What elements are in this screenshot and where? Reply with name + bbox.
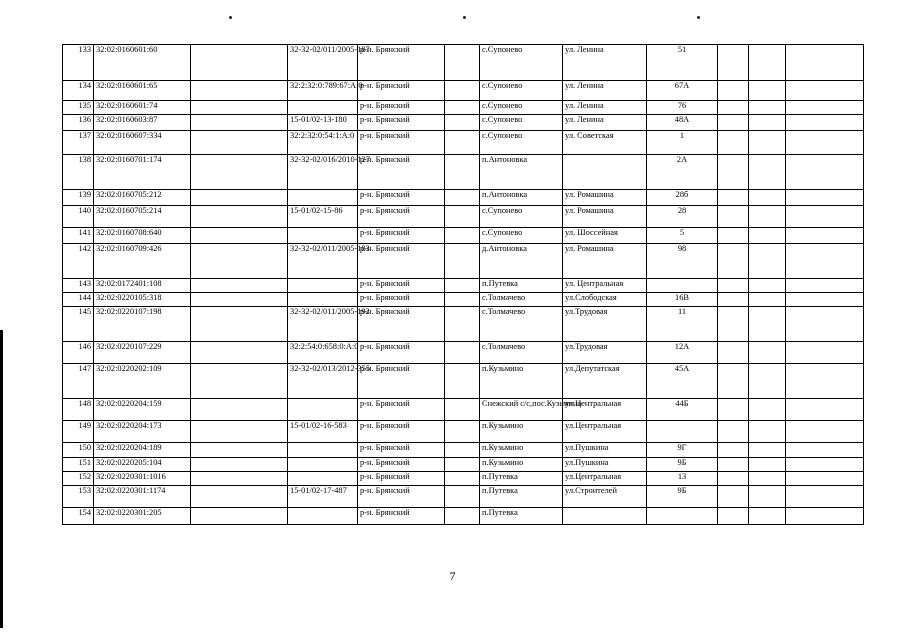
street-cell: ул.Слободская — [563, 293, 647, 307]
street-cell — [563, 508, 647, 525]
table-row — [63, 458, 864, 472]
house-number-cell: 98 — [647, 244, 718, 279]
house-number-cell: 13 — [647, 472, 718, 486]
house-number-cell: 9Б — [647, 486, 718, 508]
registration-number-cell: 32:2:32:0:54:1:A:0 — [288, 131, 358, 155]
row-number-cell: 143 — [63, 279, 94, 293]
blank-cell — [191, 399, 288, 421]
house-number-cell: 67А — [647, 81, 718, 101]
row-number-cell: 153 — [63, 486, 94, 508]
row-number-cell: 135 — [63, 101, 94, 115]
table-row — [63, 206, 864, 228]
street-cell: ул. Центральная — [563, 279, 647, 293]
registration-number-cell — [288, 399, 358, 421]
table-row — [63, 364, 864, 399]
blank-cell — [786, 206, 864, 228]
blank-cell — [191, 342, 288, 364]
blank-cell — [191, 244, 288, 279]
street-cell: ул.Депутатская — [563, 364, 647, 399]
blank-cell — [718, 155, 749, 190]
blank-cell — [445, 131, 480, 155]
row-number-cell: 154 — [63, 508, 94, 525]
district-cell: р-н. Брянский — [358, 421, 445, 443]
blank-cell — [445, 244, 480, 279]
blank-cell — [786, 508, 864, 525]
scan-dot — [229, 16, 232, 19]
registration-number-cell — [288, 472, 358, 486]
row-number-cell: 152 — [63, 472, 94, 486]
blank-cell — [191, 486, 288, 508]
blank-cell — [749, 244, 786, 279]
table-row — [63, 190, 864, 206]
blank-cell — [786, 115, 864, 131]
locality-cell: с.Толмачево — [480, 293, 563, 307]
cadastral-number-cell: 32:02:0220204:159 — [94, 399, 191, 421]
locality-cell: п.Кузьмино — [480, 364, 563, 399]
blank-cell — [718, 342, 749, 364]
row-number-cell: 146 — [63, 342, 94, 364]
table-row — [63, 293, 864, 307]
cadastral-number-cell: 32:02:0160705:212 — [94, 190, 191, 206]
row-number-cell: 141 — [63, 228, 94, 244]
blank-cell — [445, 486, 480, 508]
district-cell: р-н. Брянский — [358, 458, 445, 472]
blank-cell — [191, 115, 288, 131]
blank-cell — [191, 508, 288, 525]
blank-cell — [749, 206, 786, 228]
blank-cell — [749, 486, 786, 508]
locality-cell: п.Путевка — [480, 486, 563, 508]
blank-cell — [786, 81, 864, 101]
district-cell: р-н. Брянский — [358, 443, 445, 458]
blank-cell — [445, 155, 480, 190]
street-cell: ул.Центральная — [563, 399, 647, 421]
registration-number-cell — [288, 190, 358, 206]
blank-cell — [749, 81, 786, 101]
registration-number-cell: 32-32-02/016/2010-127 — [288, 155, 358, 190]
blank-cell — [786, 421, 864, 443]
blank-cell — [445, 458, 480, 472]
row-number-cell: 136 — [63, 115, 94, 131]
cadastral-number-cell: 32:02:0160701:174 — [94, 155, 191, 190]
street-cell: ул. Ленина — [563, 101, 647, 115]
registration-number-cell — [288, 508, 358, 525]
blank-cell — [718, 486, 749, 508]
table-row — [63, 115, 864, 131]
street-cell: ул. Шоссейная — [563, 228, 647, 244]
blank-cell — [718, 472, 749, 486]
district-cell: р-н. Брянский — [358, 45, 445, 81]
cadastral-number-cell: 32:02:0220205:104 — [94, 458, 191, 472]
locality-cell: п.Путевка — [480, 472, 563, 486]
blank-cell — [786, 458, 864, 472]
locality-cell: с.Толмачево — [480, 307, 563, 342]
blank-cell — [786, 131, 864, 155]
blank-cell — [445, 279, 480, 293]
blank-cell — [718, 45, 749, 81]
blank-cell — [749, 155, 786, 190]
blank-cell — [445, 307, 480, 342]
house-number-cell: 45А — [647, 364, 718, 399]
cadastral-number-cell: 32:02:0160709:426 — [94, 244, 191, 279]
cadastral-number-cell: 32:02:0160601:60 — [94, 45, 191, 81]
registration-number-cell: 15-01/02-13-180 — [288, 115, 358, 131]
district-cell: р-н. Брянский — [358, 115, 445, 131]
table-row — [63, 45, 864, 81]
district-cell: р-н. Брянский — [358, 486, 445, 508]
blank-cell — [445, 190, 480, 206]
blank-cell — [718, 458, 749, 472]
blank-cell — [445, 443, 480, 458]
blank-cell — [718, 399, 749, 421]
blank-cell — [718, 81, 749, 101]
locality-cell: с.Толмачево — [480, 342, 563, 364]
cadastral-number-cell: 32:02:0160601:74 — [94, 101, 191, 115]
blank-cell — [749, 101, 786, 115]
blank-cell — [191, 101, 288, 115]
locality-cell: с.Супонево — [480, 206, 563, 228]
row-number-cell: 151 — [63, 458, 94, 472]
locality-cell: п.Путевка — [480, 508, 563, 525]
house-number-cell — [647, 279, 718, 293]
blank-cell — [191, 307, 288, 342]
registration-number-cell: 32-32-02/011/2005-192 — [288, 307, 358, 342]
row-number-cell: 148 — [63, 399, 94, 421]
blank-cell — [749, 131, 786, 155]
cadastral-number-cell: 32:02:0160601:65 — [94, 81, 191, 101]
house-number-cell: 12А — [647, 342, 718, 364]
blank-cell — [191, 421, 288, 443]
blank-cell — [445, 101, 480, 115]
blank-cell — [718, 115, 749, 131]
registration-number-cell — [288, 279, 358, 293]
locality-cell: п.Антоновка — [480, 190, 563, 206]
registration-number-cell: 32:2:32:0:789:67:A:0 — [288, 81, 358, 101]
locality-cell: п.Путевка — [480, 279, 563, 293]
blank-cell — [445, 472, 480, 486]
row-number-cell: 139 — [63, 190, 94, 206]
locality-cell: п.Кузьмино — [480, 421, 563, 443]
row-number-cell: 149 — [63, 421, 94, 443]
street-cell: ул. Ленина — [563, 115, 647, 131]
blank-cell — [191, 228, 288, 244]
row-number-cell: 150 — [63, 443, 94, 458]
district-cell: р-н. Брянский — [358, 399, 445, 421]
blank-cell — [718, 307, 749, 342]
blank-cell — [718, 293, 749, 307]
table-row — [63, 421, 864, 443]
blank-cell — [445, 293, 480, 307]
blank-cell — [191, 293, 288, 307]
blank-cell — [718, 190, 749, 206]
blank-cell — [445, 115, 480, 131]
row-number-cell: 138 — [63, 155, 94, 190]
registration-number-cell — [288, 293, 358, 307]
blank-cell — [718, 244, 749, 279]
district-cell: р-н. Брянский — [358, 131, 445, 155]
cadastral-number-cell: 32:02:0220107:229 — [94, 342, 191, 364]
cadastral-number-cell: 32:02:0220202:109 — [94, 364, 191, 399]
district-cell: р-н. Брянский — [358, 472, 445, 486]
house-number-cell — [647, 421, 718, 443]
house-number-cell: 44Б — [647, 399, 718, 421]
street-cell — [563, 155, 647, 190]
house-number-cell: 28 — [647, 206, 718, 228]
blank-cell — [786, 155, 864, 190]
table-row — [63, 508, 864, 525]
table-row — [63, 399, 864, 421]
blank-cell — [445, 45, 480, 81]
blank-cell — [718, 228, 749, 244]
locality-cell: с.Супонево — [480, 131, 563, 155]
street-cell: ул. Ленина — [563, 45, 647, 81]
blank-cell — [749, 458, 786, 472]
district-cell: р-н. Брянский — [358, 508, 445, 525]
registration-number-cell: 15-01/02-17-487 — [288, 486, 358, 508]
locality-cell: с.Супонево — [480, 45, 563, 81]
locality-cell: п.Кузьмино — [480, 458, 563, 472]
blank-cell — [445, 399, 480, 421]
row-number-cell: 133 — [63, 45, 94, 81]
blank-cell — [786, 244, 864, 279]
blank-cell — [191, 279, 288, 293]
house-number-cell: 76 — [647, 101, 718, 115]
blank-cell — [749, 508, 786, 525]
district-cell: р-н. Брянский — [358, 81, 445, 101]
cadastral-number-cell: 32:02:0220107:198 — [94, 307, 191, 342]
locality-cell: с.Супонево — [480, 101, 563, 115]
page-number: 7 — [449, 569, 456, 583]
scan-dot — [463, 16, 466, 19]
table-row — [63, 472, 864, 486]
blank-cell — [749, 115, 786, 131]
blank-cell — [191, 458, 288, 472]
house-number-cell: 48А — [647, 115, 718, 131]
blank-cell — [749, 279, 786, 293]
house-number-cell: 11 — [647, 307, 718, 342]
blank-cell — [191, 45, 288, 81]
blank-cell — [718, 279, 749, 293]
district-cell: р-н. Брянский — [358, 279, 445, 293]
house-number-cell: 5 — [647, 228, 718, 244]
blank-cell — [718, 421, 749, 443]
blank-cell — [749, 293, 786, 307]
blank-cell — [718, 364, 749, 399]
property-register-table — [62, 44, 864, 525]
blank-cell — [191, 131, 288, 155]
district-cell: р-н. Брянский — [358, 364, 445, 399]
row-number-cell: 147 — [63, 364, 94, 399]
district-cell: р-н. Брянский — [358, 293, 445, 307]
registration-number-cell: 32-32-02/011/2005-187 — [288, 45, 358, 81]
blank-cell — [749, 190, 786, 206]
blank-cell — [786, 486, 864, 508]
street-cell: ул.Центральная — [563, 472, 647, 486]
cadastral-number-cell: 32:02:0160705:214 — [94, 206, 191, 228]
blank-cell — [749, 443, 786, 458]
blank-cell — [191, 155, 288, 190]
registration-number-cell: 32-32-02/013/2012-355 — [288, 364, 358, 399]
table-row — [63, 307, 864, 342]
table-row — [63, 244, 864, 279]
district-cell: р-н. Брянский — [358, 307, 445, 342]
blank-cell — [749, 472, 786, 486]
blank-cell — [786, 190, 864, 206]
street-cell: ул. Ромашина — [563, 190, 647, 206]
blank-cell — [191, 443, 288, 458]
blank-cell — [749, 228, 786, 244]
locality-cell: д.Антоновка — [480, 244, 563, 279]
registration-number-cell: 32:2:54:0:658:0:A:0 — [288, 342, 358, 364]
blank-cell — [749, 399, 786, 421]
district-cell: р-н. Брянский — [358, 101, 445, 115]
blank-cell — [749, 364, 786, 399]
registration-number-cell — [288, 458, 358, 472]
house-number-cell: 28б — [647, 190, 718, 206]
blank-cell — [445, 421, 480, 443]
cadastral-number-cell: 32:02:0172401:108 — [94, 279, 191, 293]
cadastral-number-cell: 32:02:0160607:334 — [94, 131, 191, 155]
district-cell: р-н. Брянский — [358, 342, 445, 364]
district-cell: р-н. Брянский — [358, 190, 445, 206]
blank-cell — [718, 101, 749, 115]
house-number-cell: 16В — [647, 293, 718, 307]
table-row — [63, 342, 864, 364]
registration-number-cell: 32-32-02/011/2005-183 — [288, 244, 358, 279]
blank-cell — [786, 45, 864, 81]
table-row — [63, 228, 864, 244]
house-number-cell: 9Г — [647, 443, 718, 458]
blank-cell — [191, 364, 288, 399]
district-cell: р-н. Брянский — [358, 155, 445, 190]
blank-cell — [786, 472, 864, 486]
blank-cell — [445, 228, 480, 244]
street-cell: ул.Трудовая — [563, 307, 647, 342]
table-row — [63, 131, 864, 155]
blank-cell — [718, 443, 749, 458]
house-number-cell — [647, 508, 718, 525]
blank-cell — [786, 279, 864, 293]
row-number-cell: 142 — [63, 244, 94, 279]
blank-cell — [786, 307, 864, 342]
locality-cell: с.Супонево — [480, 228, 563, 244]
blank-cell — [786, 443, 864, 458]
cadastral-number-cell: 32:02:0160708:640 — [94, 228, 191, 244]
registration-number-cell: 15-01/02-16-583 — [288, 421, 358, 443]
blank-cell — [191, 190, 288, 206]
row-number-cell: 144 — [63, 293, 94, 307]
cadastral-number-cell: 32:02:0220301:1016 — [94, 472, 191, 486]
blank-cell — [191, 206, 288, 228]
table-row — [63, 155, 864, 190]
house-number-cell: 9Б — [647, 458, 718, 472]
street-cell: ул.Пушкина — [563, 443, 647, 458]
blank-cell — [445, 342, 480, 364]
table-row — [63, 81, 864, 101]
table-row — [63, 443, 864, 458]
district-cell: р-н. Брянский — [358, 244, 445, 279]
street-cell: ул. Ленина — [563, 81, 647, 101]
house-number-cell: 2А — [647, 155, 718, 190]
street-cell: ул. Ромашина — [563, 244, 647, 279]
cadastral-number-cell: 32:02:0220204:173 — [94, 421, 191, 443]
blank-cell — [749, 45, 786, 81]
table-row — [63, 279, 864, 293]
street-cell: ул.Центральная — [563, 421, 647, 443]
locality-cell: п.Антоновка — [480, 155, 563, 190]
blank-cell — [786, 293, 864, 307]
blank-cell — [718, 206, 749, 228]
street-cell: ул. Ромашина — [563, 206, 647, 228]
blank-cell — [786, 399, 864, 421]
scan-dot — [697, 16, 700, 19]
locality-cell: с.Супонево — [480, 115, 563, 131]
cadastral-number-cell: 32:02:0160603:87 — [94, 115, 191, 131]
row-number-cell: 145 — [63, 307, 94, 342]
blank-cell — [749, 421, 786, 443]
blank-cell — [445, 206, 480, 228]
locality-cell: Снежский с/с,пос.Кузьмино — [480, 399, 563, 421]
blank-cell — [191, 472, 288, 486]
cadastral-number-cell: 32:02:0220105:318 — [94, 293, 191, 307]
registration-number-cell — [288, 443, 358, 458]
street-cell: ул.Пушкина — [563, 458, 647, 472]
registration-number-cell — [288, 228, 358, 244]
blank-cell — [191, 81, 288, 101]
registration-number-cell — [288, 101, 358, 115]
street-cell: ул. Советская — [563, 131, 647, 155]
blank-cell — [786, 101, 864, 115]
district-cell: р-н. Брянский — [358, 206, 445, 228]
cadastral-number-cell: 32:02:0220301:1174 — [94, 486, 191, 508]
cadastral-number-cell: 32:02:0220204:189 — [94, 443, 191, 458]
house-number-cell: 1 — [647, 131, 718, 155]
locality-cell: с.Супонево — [480, 81, 563, 101]
blank-cell — [749, 307, 786, 342]
street-cell: ул.Строителей — [563, 486, 647, 508]
blank-cell — [445, 508, 480, 525]
cadastral-number-cell: 32:02:0220301:205 — [94, 508, 191, 525]
blank-cell — [786, 342, 864, 364]
blank-cell — [445, 364, 480, 399]
locality-cell: п.Кузьмино — [480, 443, 563, 458]
blank-cell — [718, 131, 749, 155]
district-cell: р-н. Брянский — [358, 228, 445, 244]
street-cell: ул.Трудовая — [563, 342, 647, 364]
blank-cell — [445, 81, 480, 101]
table-row — [63, 486, 864, 508]
blank-cell — [786, 364, 864, 399]
house-number-cell: 51 — [647, 45, 718, 81]
row-number-cell: 134 — [63, 81, 94, 101]
registration-number-cell: 15-01/02-15-86 — [288, 206, 358, 228]
blank-cell — [718, 508, 749, 525]
row-number-cell: 137 — [63, 131, 94, 155]
blank-cell — [749, 342, 786, 364]
row-number-cell: 140 — [63, 206, 94, 228]
blank-cell — [786, 228, 864, 244]
table-row — [63, 101, 864, 115]
